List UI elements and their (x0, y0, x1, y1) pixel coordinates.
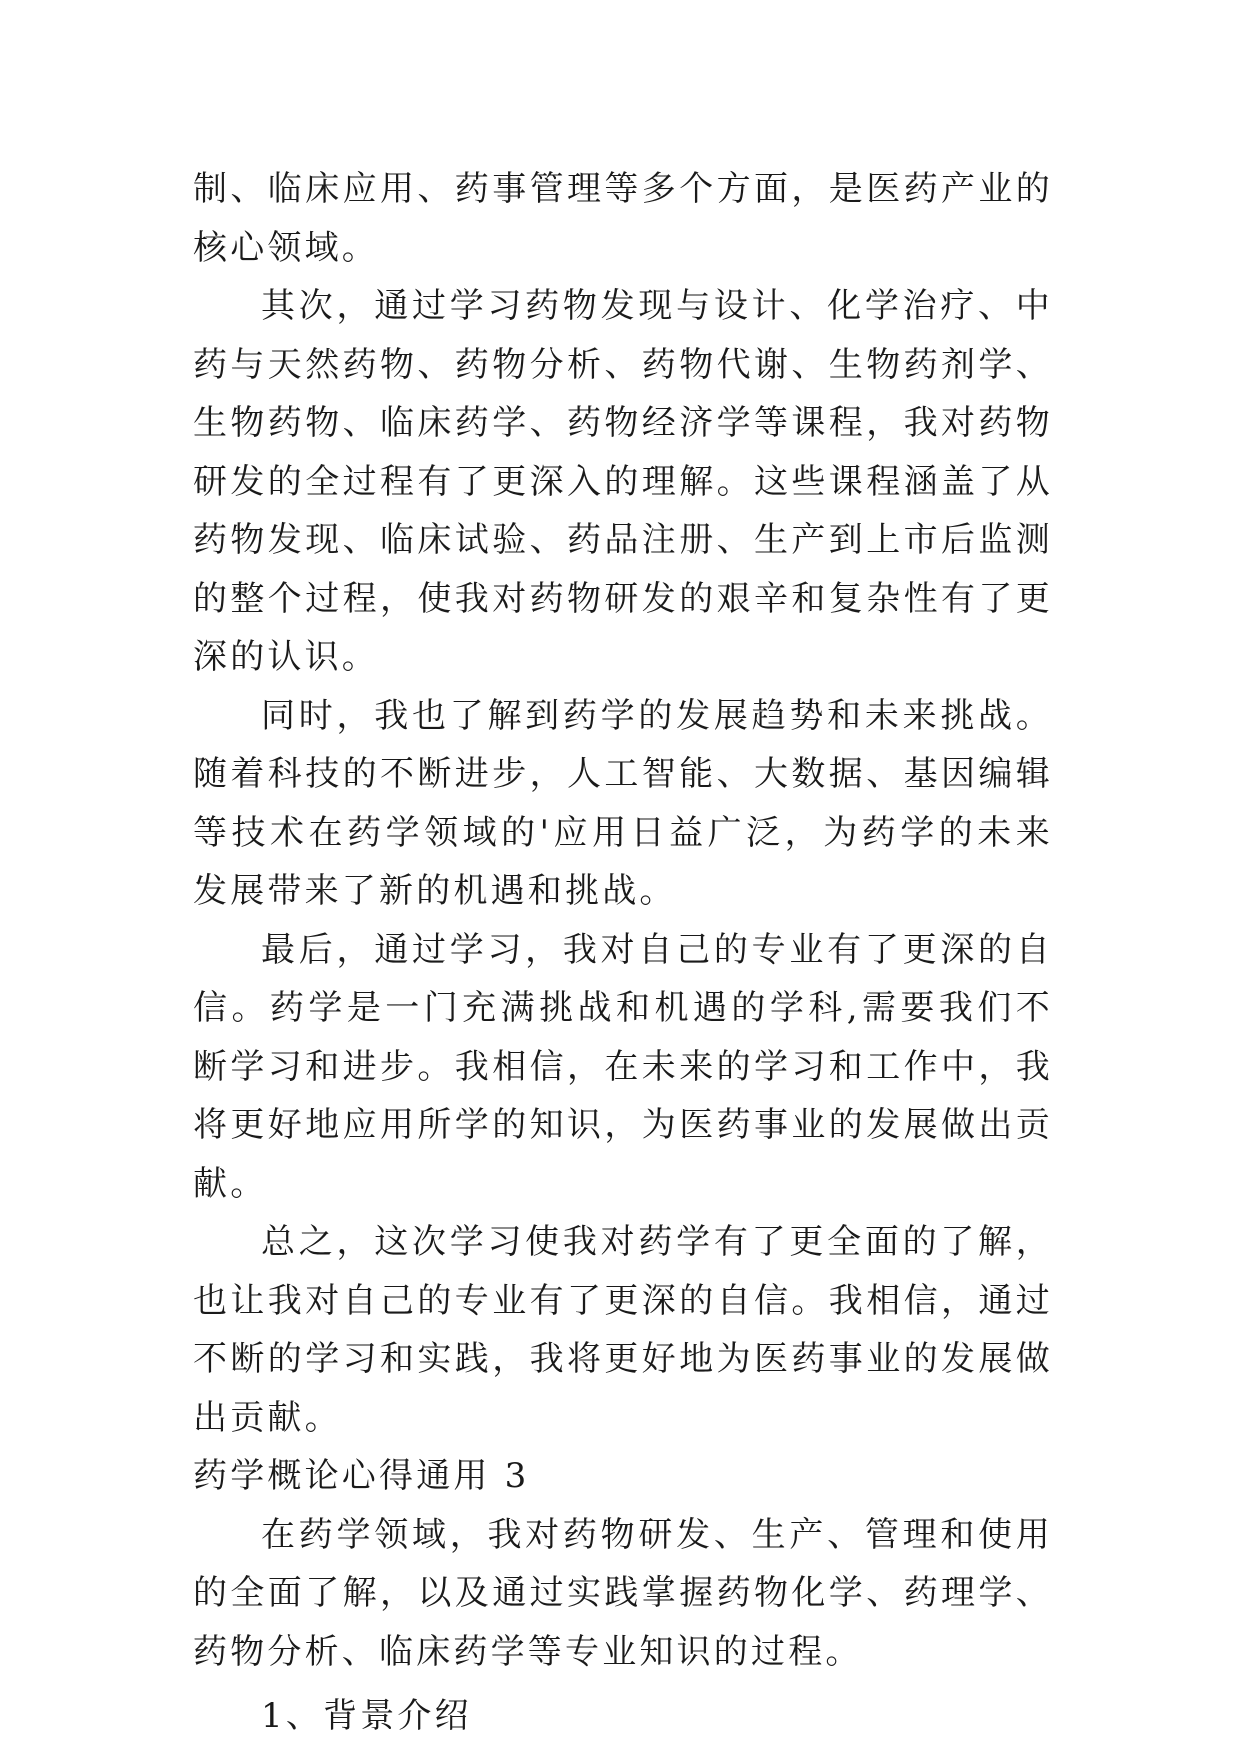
paragraph-conclusion: 总之，这次学习使我对药学有了更全面的了解，也让我对自己的专业有了更深的自信。我相信，通过不断的学习和实践，我将更好地为医药事业的发展做出贡献。 (193, 1222, 1053, 1438)
paragraph-courses: 其次，通过学习药物发现与设计、化学治疗、中药与天然药物、药物分析、药物代谢、生物药剂学、生物药物、临床药学、药物经济学等课程，我对药物研发的全过程有了更深入的理解。这些课程涵盖了从药物发现、临床试验、药品注册、生产到上市后监测的整个过程，使我对药物研发的艰辛和复杂性有了更深的认识。 (193, 286, 1053, 677)
paragraph-section-intro: 在药学领域，我对药物研发、生产、管理和使用的全面了解，以及通过实践掌握药物化学、药理学、药物分析、临床药学等专业知识的过程。 (193, 1514, 1053, 1672)
section-title: 药学概论心得通用 3 (193, 1456, 530, 1496)
paragraph-confidence: 最后，通过学习，我对自己的专业有了更深的自信。药学是一门充满挑战和机遇的学科,需要我们不断学习和进步。我相信，在未来的学习和工作中，我将更好地应用所学的知识，为医药事业的发展做出贡献。 (193, 929, 1053, 1204)
paragraph-continuation: 制、临床应用、药事管理等多个方面，是医药产业的核心领域。 (193, 169, 1053, 268)
paragraph-trends: 同时，我也了解到药学的发展趋势和未来挑战。随着科技的不断进步，人工智能、大数据、基因编辑等技术在药学领域的'应用日益广泛，为药学的未来发展带来了新的机遇和挑战。 (193, 695, 1053, 911)
document-body (193, 160, 1053, 1746)
subheading-background: 1、背景介绍 (261, 1696, 472, 1736)
